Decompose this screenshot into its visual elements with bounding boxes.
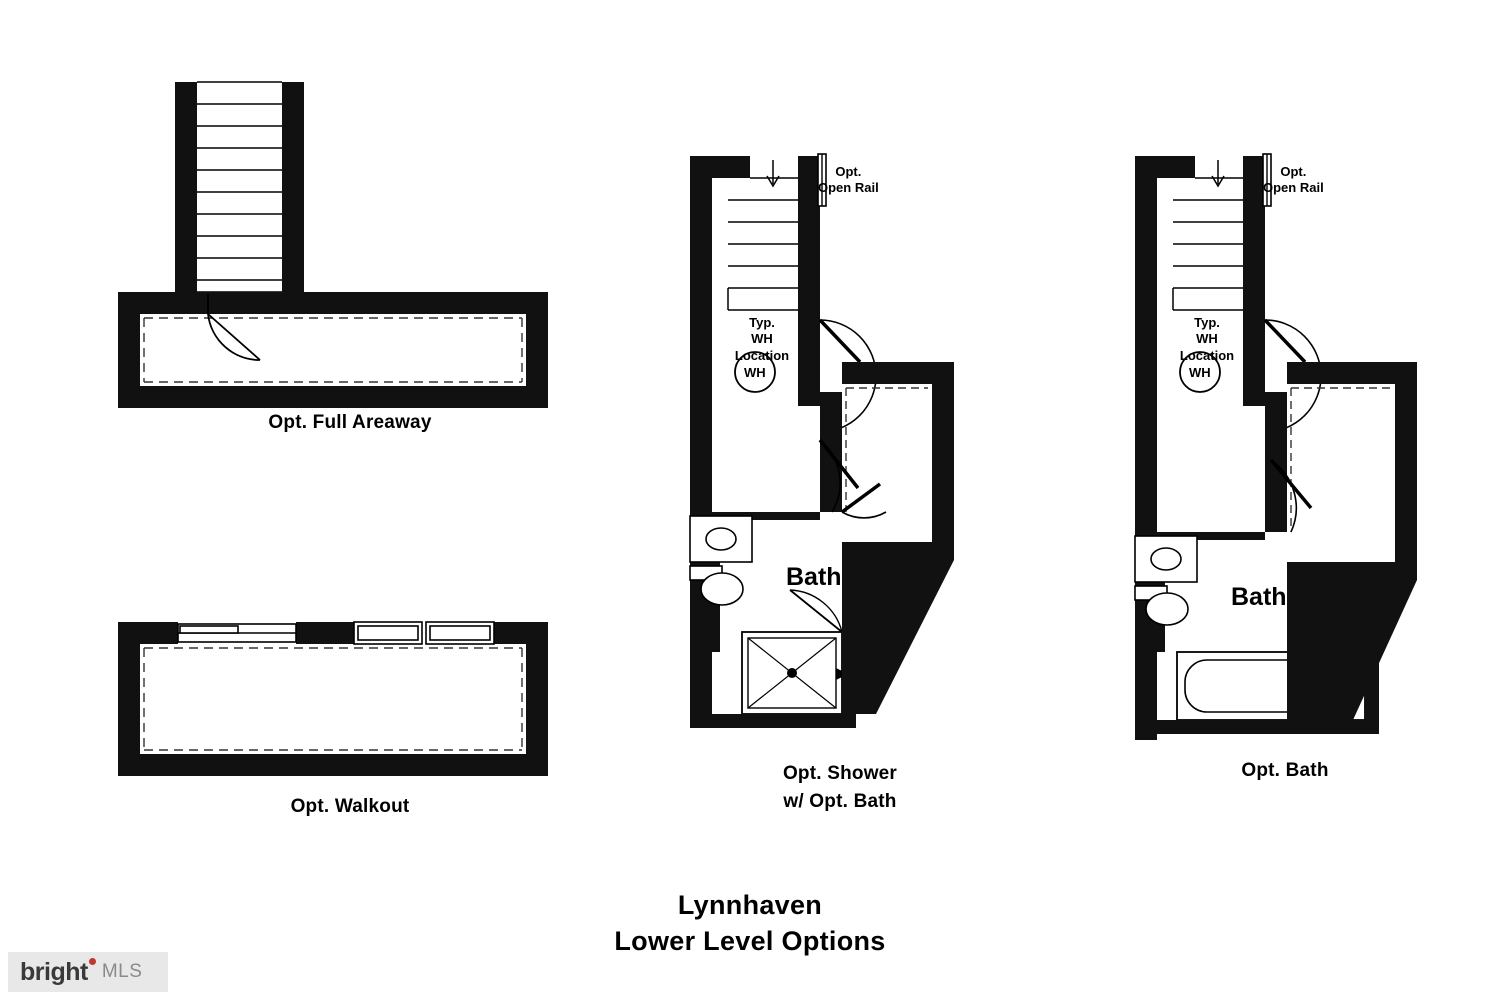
note-line-3: Location: [1179, 347, 1235, 363]
title-plan-name: Lynnhaven: [677, 890, 823, 920]
sheet-title: [0, 890, 1500, 957]
caption-line-1: Opt. Shower: [782, 763, 898, 784]
title-sheet-name: Lower Level Options: [614, 926, 886, 956]
note-line-1: Typ.: [749, 315, 775, 330]
areaway-drawing: [100, 60, 600, 430]
panel-opt-walkout: [100, 600, 600, 830]
watermark-brand: bright: [20, 957, 88, 986]
note-opt-open-rail: [1263, 164, 1324, 197]
panel-opt-full-areaway: [100, 60, 600, 433]
caption-opt-shower: [660, 760, 1020, 815]
caption-opt-walkout: Opt. Walkout: [290, 796, 410, 817]
walkout-drawing: [100, 600, 600, 815]
note-line-2: WH: [751, 331, 773, 347]
caption-opt-full-areaway: Opt. Full Areaway: [268, 412, 432, 433]
shower-plan-drawing: [660, 140, 1020, 740]
watermark-suffix: MLS: [101, 961, 143, 982]
caption-opt-bath: Opt. Bath: [1241, 760, 1329, 781]
wh-label: WH: [1189, 365, 1211, 380]
note-typ-wh-location: [708, 315, 816, 364]
note-opt-open-rail: [818, 164, 879, 197]
room-label-bath: Bath: [1231, 583, 1287, 611]
note-line-1: Typ.: [1194, 315, 1220, 330]
note-line-2: Open Rail: [1263, 180, 1324, 196]
note-line-1: Opt.: [1280, 164, 1307, 179]
note-line-2: Open Rail: [818, 180, 879, 196]
bright-mls-watermark: [8, 952, 168, 992]
watermark-dot-icon: [89, 958, 96, 965]
wh-label: WH: [744, 365, 766, 380]
room-label-bath: Bath: [786, 563, 842, 591]
note-typ-wh-location: [1153, 315, 1261, 364]
panel-opt-shower: [660, 140, 1020, 840]
note-line-2: WH: [1196, 331, 1218, 347]
note-line-3: Location: [734, 347, 790, 363]
caption-line-2: w/ Opt. Bath: [783, 790, 897, 812]
bath-plan-drawing: [1105, 140, 1465, 740]
panel-opt-bath: [1105, 140, 1465, 840]
note-line-1: Opt.: [835, 164, 862, 179]
